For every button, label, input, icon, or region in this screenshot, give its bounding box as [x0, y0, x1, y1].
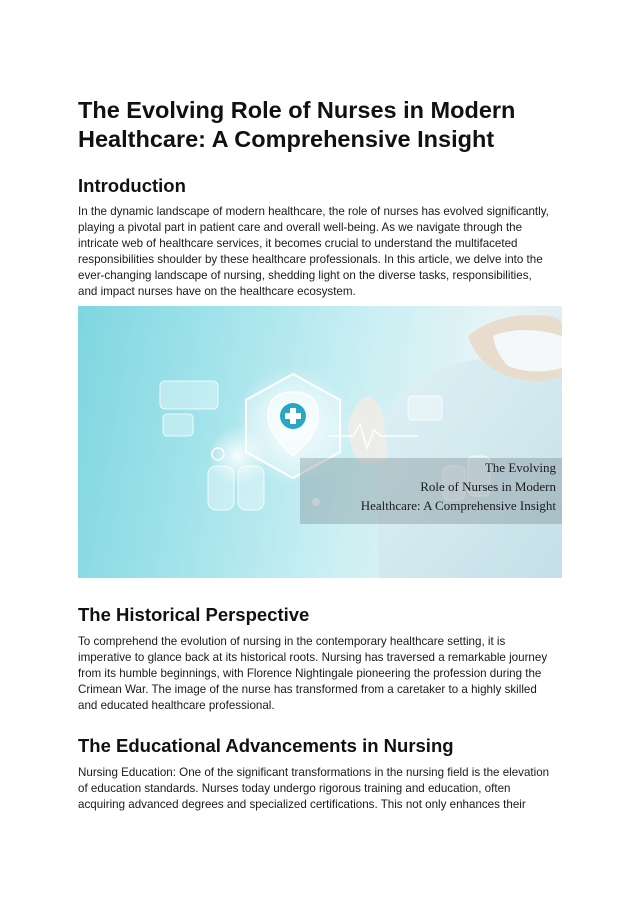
- text-line: To comprehend the evolution of nursing in the contemporary healthcare setting, it is: [78, 635, 506, 648]
- educational-paragraph: [78, 765, 564, 813]
- doctor-figure: [348, 315, 562, 578]
- introduction-paragraph: [78, 204, 564, 300]
- text-line: Nursing Education: One of the significant transformations in the nursing field is the elevation: [78, 766, 550, 779]
- text-line: intricate web of healthcare services, it becomes crucial to understand the multifaceted: [78, 237, 518, 250]
- text-line: of education standards. Nurses today undergo rigorous training and education, often: [78, 782, 511, 795]
- hero-image: [78, 306, 562, 578]
- title-line: Healthcare: A Comprehensive Insight: [78, 126, 495, 152]
- medical-cross-icon: [280, 403, 306, 429]
- page-title: [78, 96, 564, 154]
- section-heading-historical: The Historical Perspective: [78, 604, 310, 625]
- text-line: Crimean War. The image of the nurse has transformed from a caretaker to a highly skilled: [78, 683, 537, 696]
- section-heading-introduction: Introduction: [78, 175, 186, 196]
- hero-illustration: [78, 306, 562, 578]
- text-line: In the dynamic landscape of modern healthcare, the role of nurses has evolved significantly,: [78, 205, 549, 218]
- caption-line: The Evolving: [484, 460, 556, 475]
- text-line: and educated healthcare professional.: [78, 699, 275, 712]
- hero-caption: [300, 458, 562, 524]
- text-line: acquiring advanced degrees and specialized certifications. This not only enhances their: [78, 798, 526, 811]
- text-line: ever-changing landscape of nursing, shedding light on the diverse tasks, responsibilities,: [78, 269, 532, 282]
- historical-paragraph: [78, 634, 564, 714]
- text-line: imperative to glance back at its historical roots. Nursing has traversed a remarkable journey: [78, 651, 548, 664]
- title-line: The Evolving Role of Nurses in Modern: [78, 97, 516, 123]
- section-heading-educational: The Educational Advancements in Nursing: [78, 735, 454, 756]
- article: [78, 96, 564, 813]
- text-line: from its humble beginnings, with Florence Nightingale pioneering the profession during the: [78, 667, 542, 680]
- text-line: responsibilities shoulder by these healthcare professionals. In this article, we delve into the: [78, 253, 543, 266]
- text-line: playing a pivotal part in patient care and overall well-being. As we navigate through the: [78, 221, 523, 234]
- text-line: and impact nurses have on the healthcare ecosystem.: [78, 285, 356, 298]
- caption-line: Role of Nurses in Modern: [420, 479, 556, 494]
- caption-line: Healthcare: A Comprehensive Insight: [360, 498, 556, 513]
